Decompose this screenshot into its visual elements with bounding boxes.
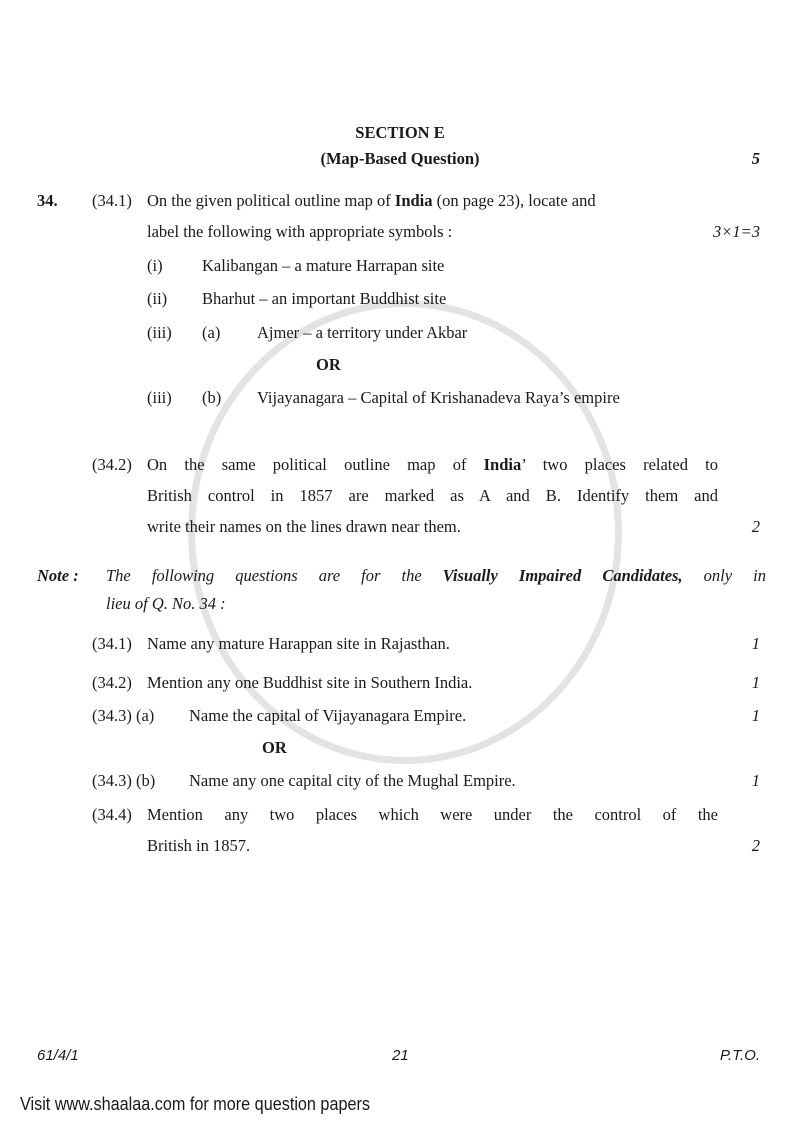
visit-link[interactable]: Visit www.shaalaa.com for more question papers [20, 1094, 370, 1114]
pto-label: P.T.O. [719, 1047, 760, 1064]
vi-question-text: Mention any one Buddhist site in Southern India. [147, 673, 473, 692]
item-number: (ii) [147, 289, 168, 308]
item-text: Bharhut – an important Buddhist site [202, 289, 447, 308]
vi-question-text: British in 1857. [147, 836, 251, 855]
note-label: Note : [37, 566, 79, 585]
vi-question-text: Name any mature Harappan site in Rajasthan. [147, 634, 450, 653]
note-text: The following questions are for the Visually Impaired Candidates, only in [106, 566, 766, 585]
item-number: (i) [147, 256, 163, 275]
marks: 1 [751, 634, 760, 653]
section-title: SECTION E [355, 123, 445, 142]
vi-question-number: (34.2) [92, 673, 132, 692]
question-number: 34. [37, 191, 58, 210]
marks: 2 [751, 517, 760, 536]
vi-question-text: Mention any two places which were under the control of the [147, 805, 718, 824]
section-marks: 5 [751, 149, 760, 168]
vi-question-number: (34.3) (a) [92, 706, 155, 725]
marks: 2 [751, 836, 760, 855]
item-number: (iii) [147, 388, 172, 407]
marks: 1 [751, 673, 760, 692]
marks: 1 [751, 706, 760, 725]
part-label: (34.1) [92, 191, 132, 210]
question-text: British control in 1857 are marked as A and B. Identify them and [147, 486, 718, 505]
note-text: lieu of Q. No. 34 : [106, 594, 226, 613]
item-number: (iii) [147, 323, 172, 342]
item-sub: (a) [202, 323, 221, 342]
vi-question-number: (34.3) (b) [92, 771, 156, 790]
marks: 3×1=3 [712, 222, 760, 241]
item-text: Vijayanagara – Capital of Krishanadeva Raya’s empire [257, 388, 620, 407]
question-text: On the given political outline map of India (on page 23), locate and [147, 191, 596, 210]
vi-question-number: (34.1) [92, 634, 132, 653]
page-number: 21 [392, 1047, 409, 1064]
item-sub: (b) [202, 388, 222, 407]
part-label: (34.2) [92, 455, 132, 474]
paper-code: 61/4/1 [37, 1047, 79, 1064]
vi-question-text: Name any one capital city of the Mughal Empire. [189, 771, 516, 790]
vi-question-number: (34.4) [92, 805, 132, 824]
question-text: On the same political outline map of India’ two places related to [147, 455, 718, 474]
item-text: Ajmer – a territory under Akbar [257, 323, 468, 342]
section-subtitle: (Map-Based Question) [320, 149, 480, 168]
item-text: Kalibangan – a mature Harrapan site [202, 256, 445, 275]
vi-question-text: Name the capital of Vijayanagara Empire. [189, 706, 467, 725]
question-text: write their names on the lines drawn near them. [147, 517, 461, 536]
question-text: label the following with appropriate symbols : [147, 222, 453, 241]
or-label: OR [262, 738, 287, 757]
or-label: OR [316, 355, 341, 374]
marks: 1 [751, 771, 760, 790]
